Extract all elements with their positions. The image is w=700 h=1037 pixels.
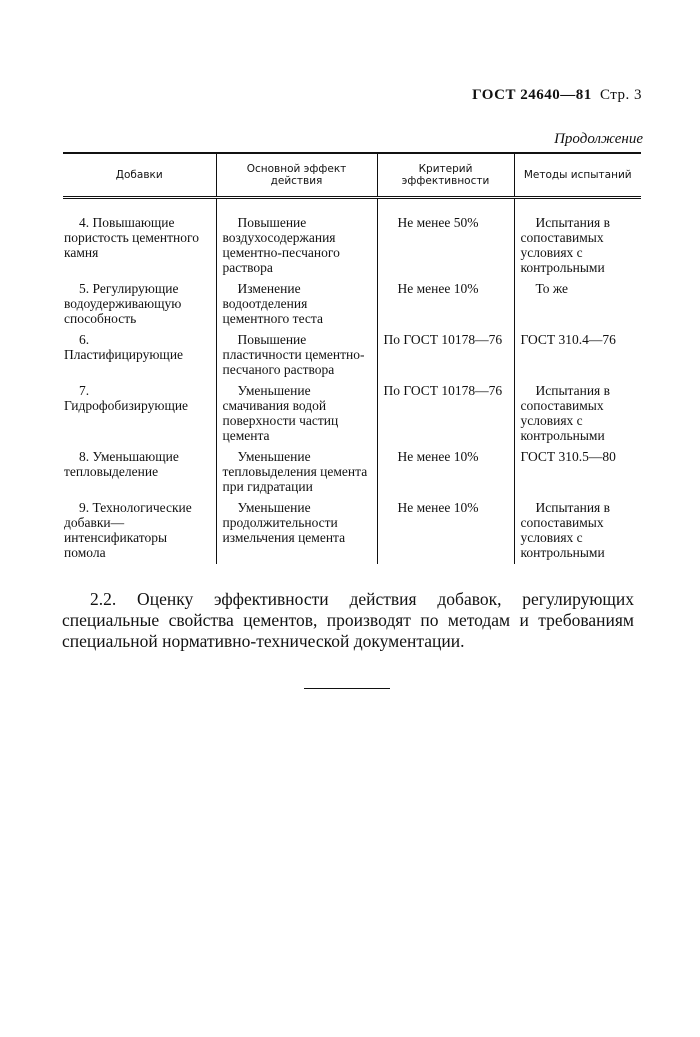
cell-effect: Повышение воздухосодержания цементно-песчаного раствора	[216, 198, 377, 282]
cell-effect: Уменьшение тепловыделения цемента при гидратации	[216, 449, 377, 500]
cell-effect: Уменьшение смачивания водой поверхности частиц цемента	[216, 383, 377, 449]
cell-criterion: По ГОСТ 10178—76	[377, 383, 514, 449]
additives-table	[63, 152, 641, 564]
cell-additive: 5. Регулирующие водоудерживающую способность	[64, 281, 182, 326]
body-paragraph: 2.2. Оценку эффективности действия добавок, регулирующих специальные свойства цементов, производят по методам и требованиям специальной нормативно-технической документации.	[62, 589, 634, 651]
cell-additive: 4. Повышающие пористость цементного камня	[64, 215, 199, 260]
table-row	[63, 449, 641, 500]
cell-method: Испытания в сопоставимых условиях с контрольными	[514, 500, 641, 564]
table-row	[63, 198, 641, 282]
page-number: Стр. 3	[599, 87, 642, 103]
table-header-row	[63, 154, 641, 198]
column-header-effect: Основной эффект действия	[216, 154, 377, 198]
cell-criterion: Не менее 50%	[377, 198, 514, 282]
cell-criterion: По ГОСТ 10178—76	[377, 332, 514, 383]
column-header-additives: Добавки	[63, 154, 216, 198]
cell-additive: 6. Пластифицирующие	[64, 332, 184, 362]
column-header-methods: Методы испытаний	[514, 154, 641, 198]
cell-additive: 9. Технологические добавки—интенсификаторы помола	[64, 500, 192, 560]
doc-id: ГОСТ 24640—81	[472, 87, 592, 103]
cell-method: То же	[514, 281, 641, 332]
cell-effect: Повышение пластичности цементно-песчаного раствора	[216, 332, 377, 383]
cell-method: Испытания в сопоставимых условиях с контрольными	[514, 198, 641, 282]
table-row	[63, 332, 641, 383]
continued-label: Продолжение	[554, 131, 643, 147]
table-row	[63, 281, 641, 332]
cell-method: ГОСТ 310.5—80	[514, 449, 641, 500]
table-row	[63, 383, 641, 449]
cell-criterion: Не менее 10%	[377, 500, 514, 564]
running-header	[472, 87, 642, 104]
cell-additive: 8. Уменьшающие тепловыделение	[64, 449, 179, 479]
cell-method: Испытания в сопоставимых условиях с контрольными	[514, 383, 641, 449]
table-row	[63, 500, 641, 564]
cell-method: ГОСТ 310.4—76	[514, 332, 641, 383]
cell-criterion: Не менее 10%	[377, 281, 514, 332]
cell-criterion: Не менее 10%	[377, 449, 514, 500]
cell-additive: 7. Гидрофобизирующие	[64, 383, 189, 413]
column-header-criterion: Критерий эффективности	[377, 154, 514, 198]
cell-effect: Уменьшение продолжительности измельчения цемента	[216, 500, 377, 564]
cell-effect: Изменение водоотделения цементного теста	[216, 281, 377, 332]
end-separator-rule	[304, 688, 390, 689]
